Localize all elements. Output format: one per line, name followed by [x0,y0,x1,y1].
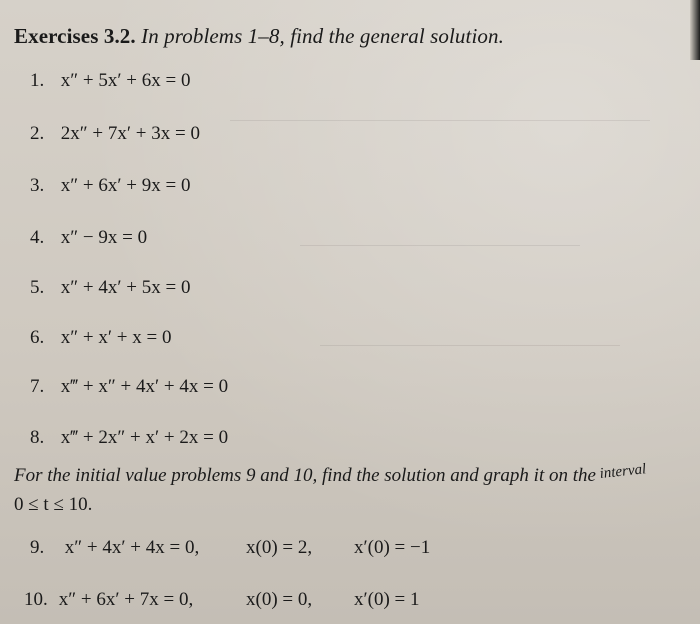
initial-condition: x′(0) = 1 [354,589,420,610]
problem-equation: x″ + 5x′ + 6x = 0 [60,70,191,91]
ivp-instruction-text: For the initial value problems 9 and 10, find the solution and graph it on the [14,465,596,486]
problem-item [30,70,190,92]
problem-equation: x‴ + 2x″ + x′ + 2x = 0 [60,427,229,448]
problem-equation: x″ + x′ + x = 0 [60,327,172,348]
problem-item [30,427,228,449]
problem-number: 8. [30,427,45,448]
problem-equation: x″ − 9x = 0 [60,227,148,248]
problem-item [30,175,190,197]
problem-number: 6. [30,327,45,348]
problem-item [30,227,147,249]
heading-instruction: In problems 1–8, find the general solution. [141,24,504,48]
problem-number: 3. [30,175,45,196]
ivp-range: 0 ≤ t ≤ 10. [14,494,93,515]
initial-condition: x(0) = 2, [246,537,313,558]
bleed-through-decoration [320,345,620,348]
problem-number: 4. [30,227,45,248]
bleed-through-decoration [300,245,580,248]
page-edge-shadow [690,0,700,60]
problem-number: 9. [30,537,45,558]
bleed-through-decoration [230,120,650,123]
problem-equation: x″ + 4x′ + 5x = 0 [60,277,191,298]
problem-number: 5. [30,277,45,298]
initial-condition: x′(0) = −1 [354,537,431,558]
ivp-problem-item [30,537,199,559]
problem-item [30,277,190,299]
problem-number: 2. [30,123,45,144]
problem-item [30,327,171,349]
ivp-instruction [14,461,647,487]
initial-condition: x(0) = 0, [246,589,313,610]
problem-number: 7. [30,376,45,397]
problem-item [30,376,228,398]
problem-equation: x″ + 6x′ + 7x = 0, [58,589,194,610]
problem-equation: x″ + 4x′ + 4x = 0, [64,537,200,558]
problem-equation: 2x″ + 7x′ + 3x = 0 [60,123,200,144]
problem-number: 1. [30,70,45,91]
section-label: Exercises 3.2. [14,24,136,48]
problem-equation: x″ + 6x′ + 9x = 0 [60,175,191,196]
ivp-problem-item [24,589,193,611]
exercise-heading [14,24,504,49]
ivp-instruction-tail: interval [598,461,647,483]
problem-item [30,123,200,145]
problem-equation: x‴ + x″ + 4x′ + 4x = 0 [60,376,229,397]
problem-number: 10. [24,589,48,610]
